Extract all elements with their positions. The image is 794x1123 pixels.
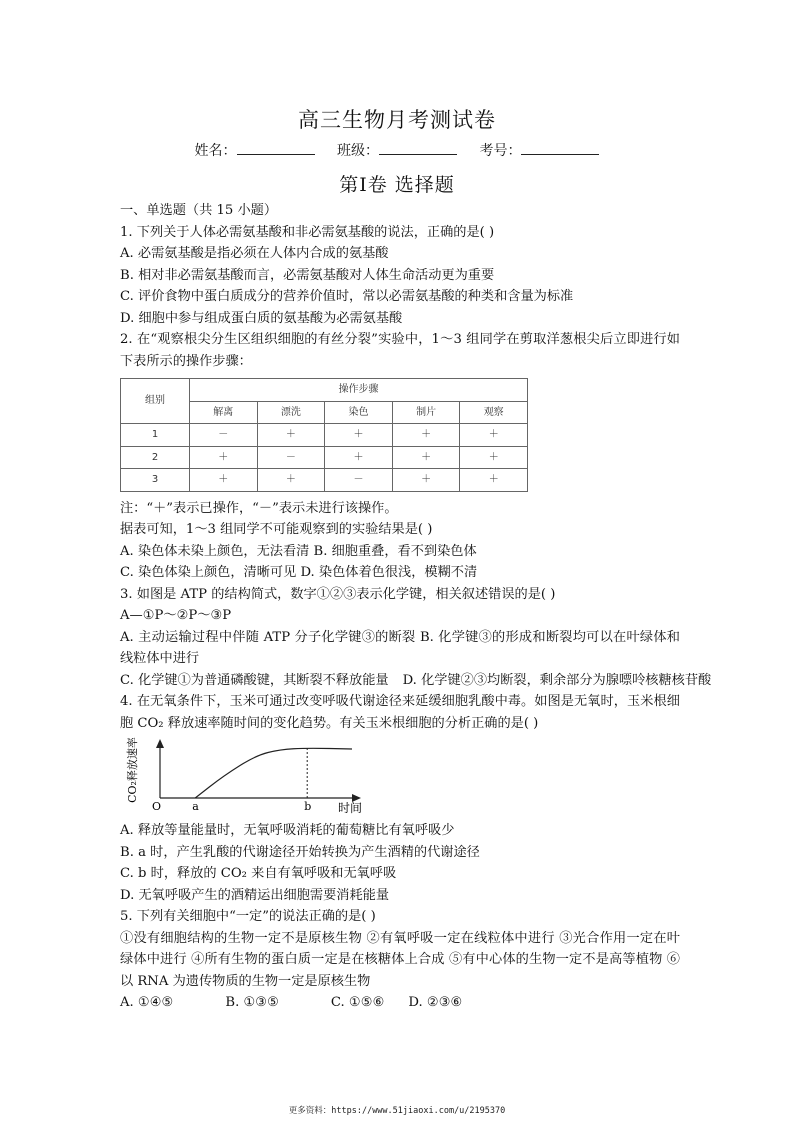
q3-stem: 3. 如图是 ATP 的结构简式，数字①②③表示化学键，相关叙述错误的是( ) [120, 586, 556, 602]
q3-options-cd [120, 670, 712, 692]
table-col-header: 漂洗 [257, 401, 325, 424]
volume-heading: 第Ⅰ卷 选择题 [339, 174, 455, 196]
y-axis-arrow [156, 739, 164, 748]
q1-option-a: A. 必需氨基酸是指必须在人体内合成的氨基酸 [120, 246, 389, 261]
table-row [121, 446, 528, 469]
x-axis-label: 时间 [338, 801, 363, 815]
table-col-header: 染色 [325, 401, 393, 424]
table-cell: ＋ [392, 424, 460, 447]
q1-stem: 1. 下列关于人体必需氨基酸和非必需氨基酸的说法，正确的是( ) [120, 224, 495, 240]
q5-option-b: B. ①③⑤ [225, 995, 279, 1010]
name-blank [237, 140, 315, 155]
q5-options [120, 992, 680, 1014]
q5-option-d: D. ②③⑥ [408, 995, 463, 1010]
atp-formula: A—①P～②P～③P [120, 608, 232, 623]
id-blank [521, 140, 599, 155]
table-cell: ＋ [190, 446, 258, 469]
q2-options-cd: C. 染色体染上颜色，清晰可见 D. 染色体着色很浅，模糊不清 [120, 565, 478, 580]
q5-stem: 5. 下列有关细胞中“一定”的说法正确的是( ) [120, 909, 376, 924]
chart-marks [192, 748, 352, 813]
operation-table [120, 378, 528, 492]
table-col-header: 观察 [460, 401, 528, 424]
table-cell: ＋ [392, 446, 460, 469]
q4-stem: 4. 在无氧条件下，玉米可通过改变呼吸代谢途径来延缓细胞乳酸中毒。如图是无氧时，玉米根细胞 CO₂ 释放速率随时间的变化趋势。有关玉米根细胞的分析正确的是( ) [120, 694, 680, 731]
exam-title: 高三生物月考测试卷 [298, 108, 496, 132]
q1-option-d: D. 细胞中参与组成蛋白质的氨基酸为必需氨基酸 [120, 310, 403, 326]
q2-note: 注：“＋”表示已操作，“－”表示未进行该操作。 [120, 500, 398, 516]
co2-rate-chart [120, 736, 380, 816]
table-cell: ＋ [460, 469, 528, 492]
table-cell: － [325, 469, 393, 492]
table-cell: ＋ [325, 446, 393, 469]
table-col-header: 解离 [190, 401, 258, 424]
q4-option-a: A. 释放等量能量时，无氧呼吸消耗的葡萄糖比有氧呼吸少 [120, 823, 455, 838]
table-cell: ＋ [392, 469, 460, 492]
chart-svg [120, 736, 380, 816]
table-row [121, 469, 528, 492]
q2-options-ab: A. 染色体未染上颜色，无法看清 B. 细胞重叠，看不到染色体 [120, 543, 477, 559]
q4-option-b: B. a 时，产生乳酸的代谢途径开始转换为产生酒精的代谢途径 [120, 844, 480, 860]
table-cell: 2 [121, 446, 190, 469]
table-cell: ＋ [460, 424, 528, 447]
q4-option-c: C. b 时，释放的 CO₂ 来自有氧呼吸和无氧呼吸 [120, 866, 397, 881]
q2-ask: 据表可知，1～3 组同学不可能观察到的实验结果是( ) [120, 522, 433, 537]
table-cell: ＋ [257, 424, 325, 447]
q1-option-b: B. 相对非必需氨基酸而言，必需氨基酸对人体生命活动更为重要 [120, 267, 495, 283]
q5-option-c: C. ①⑤⑥ [330, 995, 385, 1010]
class-blank [379, 140, 457, 155]
table-header-ops: 操作步骤 [190, 379, 528, 402]
section-heading: 一、单选题（共 15 小题） [120, 203, 278, 218]
question-content [120, 200, 712, 1014]
q4-option-d: D. 无氧呼吸产生的酒精运出细胞需要消耗能量 [120, 887, 390, 903]
y-axis-label: CO₂释放速率 [126, 737, 139, 803]
table-row [121, 424, 528, 447]
origin-label: O [152, 800, 162, 813]
table-cell: ＋ [325, 424, 393, 447]
q2-stem: 2. 在“观察根尖分生区组织细胞的有丝分裂”实验中，1～3 组同学在剪取洋葱根尖后立即进行如下表所示的操作步骤： [120, 332, 680, 369]
table-cell: － [257, 446, 325, 469]
x-tick-label-a: a [192, 800, 199, 813]
table-header-group: 组别 [121, 379, 190, 424]
table-cell: － [190, 424, 258, 447]
table-cell: ＋ [257, 469, 325, 492]
q3-options-ab: A. 主动运输过程中伴随 ATP 分子化学键③的断裂 B. 化学键③的形成和断裂均可以在叶绿体和线粒体中进行 [120, 629, 680, 666]
table-cell: ＋ [460, 446, 528, 469]
table-cell: ＋ [190, 469, 258, 492]
class-label: 班级： [337, 143, 379, 159]
co2-rate-curve [195, 748, 352, 798]
q5-option-a: A. ①④⑤ [120, 995, 174, 1010]
x-tick-label-b: b [304, 800, 312, 813]
footer-link: 更多资料：https://www.51jiaoxi.com/u/2195370 [288, 1106, 506, 1116]
q3-option-c: C. 化学键①为普通磷酸键，其断裂不释放能量 [120, 672, 389, 688]
student-info-line [0, 140, 794, 160]
q5-body: ①没有细胞结构的生物一定不是原核生物 ②有氧呼吸一定在线粒体中进行 ③光合作用一定在叶绿体中进行 ④所有生物的蛋白质一定是在核糖体上合成 ⑤有中心体的生物一定不是高等植物 ⑥以 RNA 为遗传物质的生物一定是原核生物 [120, 930, 680, 989]
id-label: 考号： [479, 143, 522, 159]
table-cell: 1 [121, 424, 190, 447]
table-cell: 3 [121, 469, 190, 492]
table-col-header: 制片 [392, 401, 460, 424]
q3-option-d: D. 化学键②③均断裂，剩余部分为腺嘌呤核糖核苷酸 [402, 672, 712, 688]
name-label: 姓名： [194, 143, 237, 159]
q1-option-c: C. 评价食物中蛋白质成分的营养价值时，常以必需氨基酸的种类和含量为标准 [120, 289, 574, 304]
